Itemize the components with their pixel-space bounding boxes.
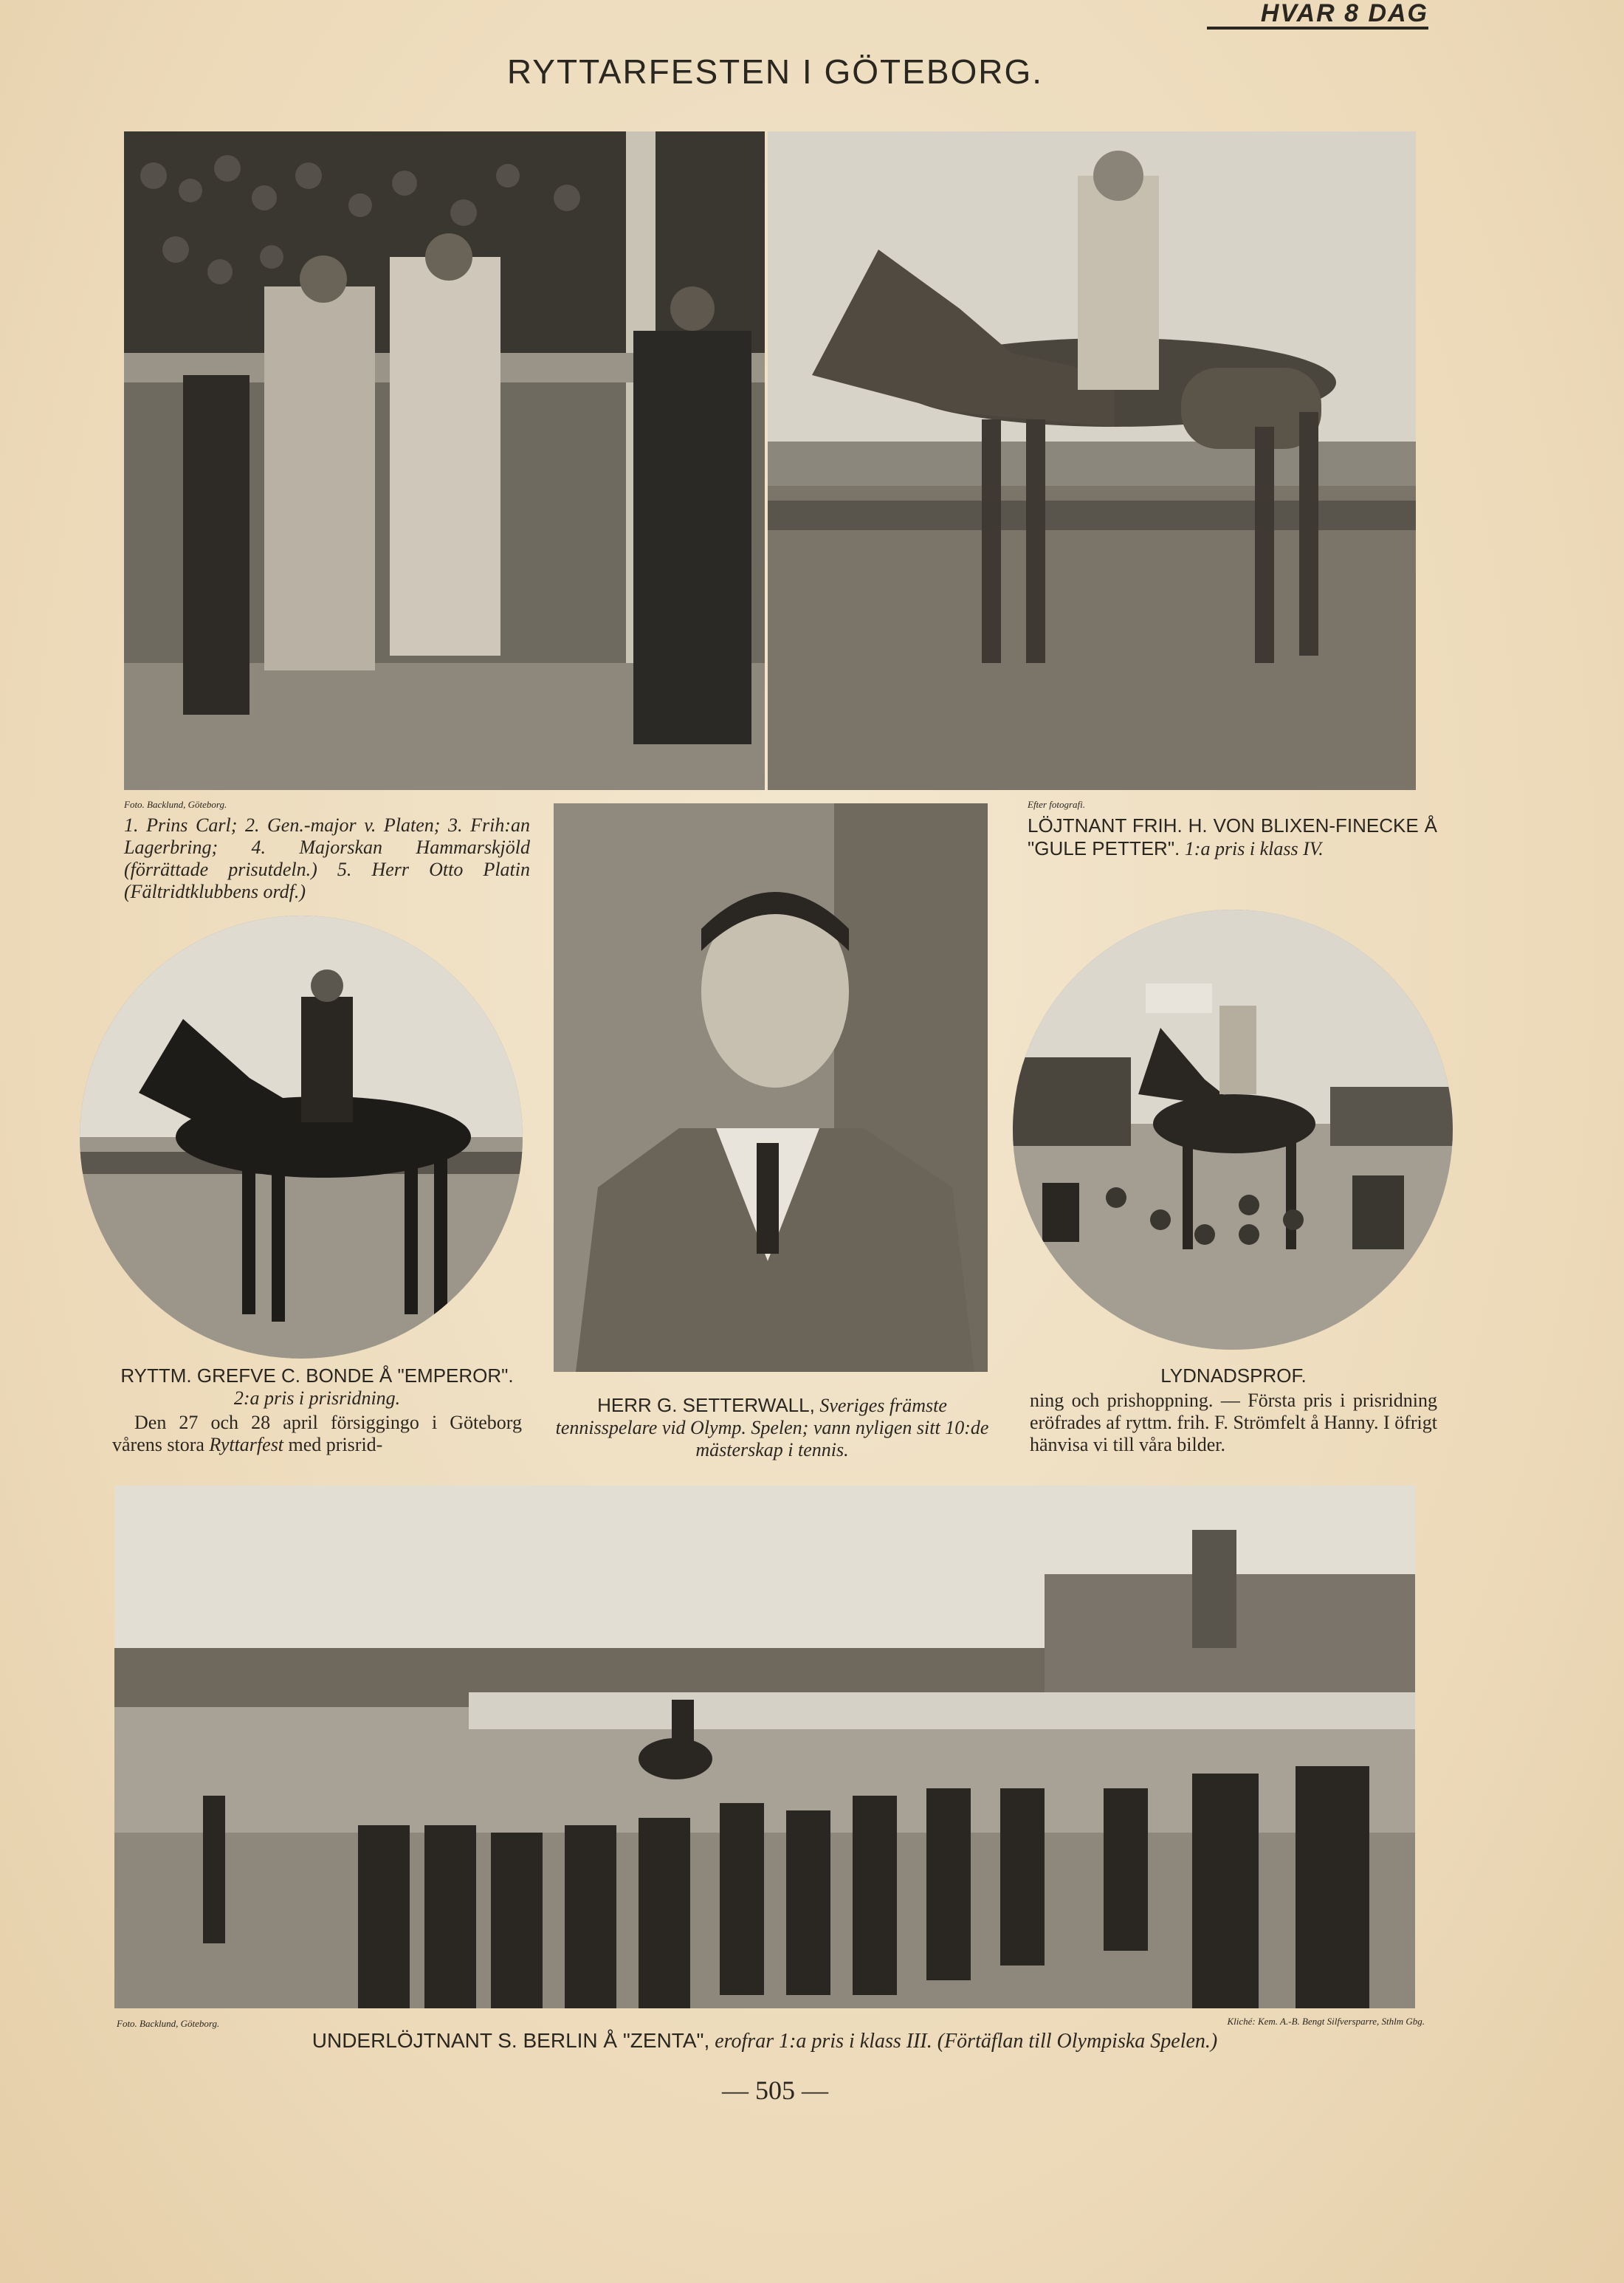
body-text-left <box>112 1412 522 1456</box>
photo4-caption-lead: HERR G. SETTERWALL, <box>597 1394 815 1416</box>
body-text-left-italic: Ryttarfest <box>209 1434 284 1455</box>
photo1-credit: Foto. Backlund, Göteborg. <box>124 799 227 810</box>
photo6-credit-left: Foto. Backlund, Göteborg. <box>117 2018 220 2029</box>
photo1-caption: 1. Prins Carl; 2. Gen.-major v. Platen; 3. Frih:an Lagerbring; 4. Majorskan Hammarskjöld (förrättade prisutdeln.) 5. Herr Otto Platin (Fältridtklubbens ordf.) <box>124 814 530 902</box>
photo2-caption-lead: LÖJTNANT FRIH. H. VON BLIXEN-FINECKE Å "GULE PETTER". <box>1028 814 1437 859</box>
photo5-caption: LYDNADSPROF. <box>1160 1364 1307 1387</box>
photo2-credit: Efter fotografi. <box>1028 799 1085 810</box>
magazine-header: HVAR 8 DAG <box>1207 0 1428 30</box>
photo-group-grandstand <box>124 131 765 790</box>
photo-setterwall-portrait <box>554 803 988 1372</box>
photo4-caption-tail: Sveriges främste tennisspelare vid Olymp. Spelen; vann nyligen sitt 10:de mästerskap i tennis. <box>555 1395 989 1460</box>
photo3-caption <box>112 1364 522 1410</box>
body-text-left-start: Den 27 och 28 april försiggingo i Göteborg vårens stora <box>112 1412 522 1455</box>
photo-berlin-zenta-arena <box>114 1486 1415 2008</box>
photo-lydnadsprof <box>1013 910 1453 1350</box>
page-number: — 505 — <box>722 2076 828 2105</box>
body-text-right: ning och prishoppning. — Första pris i prisridning eröfrades af ryttm. frih. F. Strömfelt å Hanny. I öfrigt hänvisa vi till våra bilder. <box>1030 1390 1437 1455</box>
photo6-caption-lead: UNDERLÖJTNANT S. BERLIN Å "ZENTA", <box>312 2029 710 2052</box>
photo-bonde-emperor <box>80 916 523 1359</box>
photo2-caption <box>1028 814 1437 860</box>
photo6-credit-right: Kliché: Kem. A.-B. Bengt Silfversparre, Sthlm Gbg. <box>1227 2016 1425 2027</box>
photo6-caption <box>114 2029 1415 2053</box>
photo2-caption-tail: 1:a pris i klass IV. <box>1184 838 1324 859</box>
photo3-caption-tail: 2:a pris i prisridning. <box>233 1387 401 1409</box>
body-text-left-end: med prisrid- <box>288 1434 383 1455</box>
photo4-caption <box>555 1394 989 1461</box>
photo-officer-on-horse <box>768 131 1416 790</box>
page-title: RYTTARFESTEN I GÖTEBORG. <box>506 52 1044 91</box>
photo3-caption-lead: RYTTM. GREFVE C. BONDE Å "EMPEROR". <box>120 1364 514 1387</box>
photo6-caption-tail: erofrar 1:a pris i klass III. (Förtäflan till Olympiska Spelen.) <box>715 2030 1218 2053</box>
